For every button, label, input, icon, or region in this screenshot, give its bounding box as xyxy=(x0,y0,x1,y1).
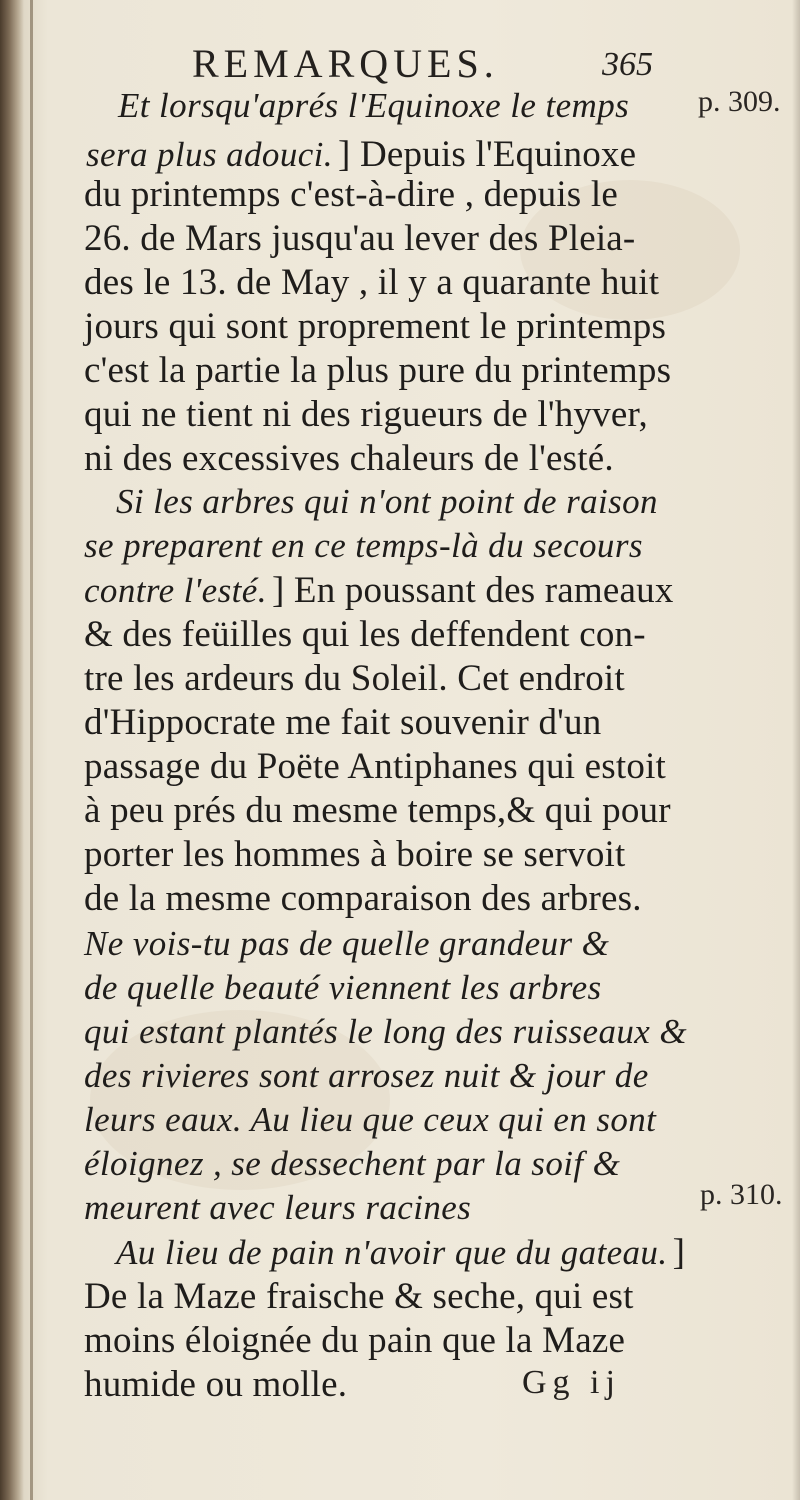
text-line: passage du Poëte Antiphanes qui estoit xyxy=(84,746,667,787)
text-line: meurent avec leurs racines xyxy=(84,1188,472,1227)
text-line: 26. de Mars jusqu'au lever des Pleia- xyxy=(84,218,636,259)
text-line: d'Hippocrate me fait souvenir d'un xyxy=(84,702,602,743)
text-line: à peu prés du mesme temps,& qui pour xyxy=(84,790,671,831)
signature-mark: Gg ij xyxy=(522,1364,621,1401)
text-line: & des feüilles qui les deffendent con- xyxy=(84,614,646,655)
text-line: jours qui sont proprement le printemps xyxy=(84,306,667,347)
text-line: De la Maze fraische & seche, qui est xyxy=(84,1276,634,1317)
text-line: Et lorsqu'aprés l'Equinoxe le temps xyxy=(118,86,630,125)
text-line xyxy=(116,1234,685,1271)
page-edge-shadow xyxy=(792,0,800,1500)
binding-shadow xyxy=(0,0,24,1500)
text-line: leurs eaux. Au lieu que ceux qui en sont xyxy=(84,1100,657,1139)
commentary-text: ] En poussant des rameaux xyxy=(271,570,674,611)
text-line: Si les arbres qui n'ont point de raison xyxy=(116,482,658,521)
text-line: qui estant plantés le long des ruisseaux & xyxy=(84,1012,687,1051)
text-line: des le 13. de May , il y a quarante huit xyxy=(84,262,660,303)
text-line: qui ne tient ni des rigueurs de l'hyver, xyxy=(84,394,648,435)
text-line: éloignez , se dessechent par la soif & xyxy=(84,1144,621,1183)
text-line: de quelle beauté viennent les arbres xyxy=(84,968,602,1007)
text-line: de la mesme comparaison des arbres. xyxy=(84,878,642,919)
text-line: ni des excessives chaleurs de l'esté. xyxy=(84,438,614,479)
commentary-text: ] xyxy=(672,1232,686,1273)
text-line: humide ou molle. xyxy=(84,1364,348,1405)
lemma-italic: contre l'esté. xyxy=(84,571,267,610)
text-line: c'est la partie la plus pure du printemps xyxy=(84,350,672,391)
text-line xyxy=(86,136,636,173)
gutter-line xyxy=(30,0,33,1500)
lemma-italic: Au lieu de pain n'avoir que du gateau. xyxy=(116,1233,668,1272)
text-line: des rivieres sont arrosez nuit & jour de xyxy=(84,1056,649,1095)
text-line: moins éloignée du pain que la Maze xyxy=(84,1320,626,1361)
text-line: porter les hommes à boire se servoit xyxy=(84,834,626,875)
text-line: se preparent en ce temps-là du secours xyxy=(84,526,643,565)
text-line: tre les ardeurs du Soleil. Cet endroit xyxy=(84,658,625,699)
text-line: Ne vois-tu pas de quelle grandeur & xyxy=(84,924,610,963)
commentary-text: ] Depuis l'Equinoxe xyxy=(338,134,637,175)
text-line xyxy=(84,572,674,609)
margin-note-page-ref: p. 309. xyxy=(698,85,781,118)
page-number: 365 xyxy=(602,46,653,83)
lemma-italic: sera plus adouci. xyxy=(86,135,333,174)
text-line: du printemps c'est-à-dire , depuis le xyxy=(84,174,618,215)
margin-note-page-ref: p. 310. xyxy=(700,1178,783,1211)
running-head: REMARQUES. xyxy=(192,41,499,86)
